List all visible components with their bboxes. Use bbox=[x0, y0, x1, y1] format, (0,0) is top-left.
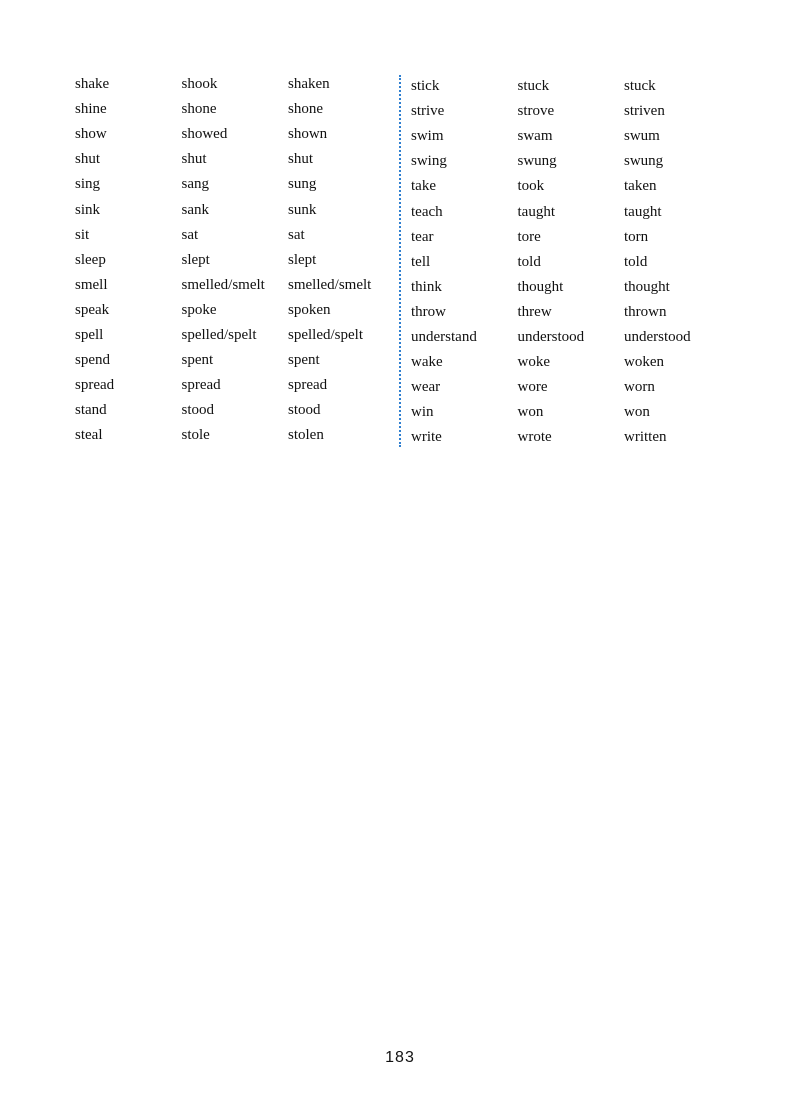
base-form: tear bbox=[411, 228, 434, 245]
past-participle: spent bbox=[288, 352, 320, 369]
past-participle: stuck bbox=[624, 78, 656, 95]
past-simple: stuck bbox=[517, 78, 550, 95]
past-participle: told bbox=[624, 253, 648, 270]
base-form: tell bbox=[411, 253, 431, 270]
past-participle: sat bbox=[288, 226, 305, 243]
past-simple: stole bbox=[181, 427, 210, 444]
base-form: speak bbox=[75, 301, 110, 318]
past-participle: spoken bbox=[288, 301, 331, 318]
past-simple: threw bbox=[517, 303, 552, 320]
verb-row bbox=[411, 225, 730, 250]
base-form: wake bbox=[411, 354, 443, 371]
past-participle: shown bbox=[288, 126, 328, 143]
verb-row bbox=[411, 74, 730, 99]
verb-row bbox=[411, 425, 730, 450]
past-participle: sunk bbox=[288, 201, 317, 218]
past-simple: shook bbox=[181, 76, 218, 93]
past-participle: striven bbox=[624, 103, 665, 120]
verb-table-right bbox=[411, 74, 730, 450]
past-participle: taught bbox=[624, 203, 662, 220]
verb-row bbox=[75, 248, 394, 273]
page-number: 183 bbox=[385, 1049, 415, 1066]
past-participle: written bbox=[624, 429, 667, 446]
verb-row bbox=[411, 174, 730, 199]
past-participle: taken bbox=[624, 178, 657, 195]
verb-row bbox=[411, 325, 730, 350]
base-form: teach bbox=[411, 203, 443, 220]
past-simple: won bbox=[517, 404, 544, 421]
verb-row bbox=[75, 348, 394, 373]
past-participle: slept bbox=[288, 251, 317, 268]
base-form: shine bbox=[75, 101, 107, 118]
verb-row bbox=[75, 373, 394, 398]
past-simple: tore bbox=[517, 228, 541, 245]
base-form: write bbox=[411, 429, 442, 446]
base-form: strive bbox=[411, 103, 445, 120]
past-simple: taught bbox=[517, 203, 555, 220]
past-participle: woken bbox=[624, 354, 664, 371]
past-simple: swam bbox=[517, 128, 553, 145]
past-simple: understood bbox=[517, 328, 585, 345]
past-simple: woke bbox=[517, 354, 550, 371]
past-simple: swung bbox=[517, 153, 557, 170]
past-participle: stolen bbox=[288, 427, 324, 444]
base-form: spread bbox=[75, 377, 115, 394]
base-form: stand bbox=[75, 402, 107, 419]
base-form: sink bbox=[75, 201, 101, 218]
base-form: wear bbox=[411, 379, 441, 396]
past-simple: slept bbox=[181, 251, 210, 268]
base-form: throw bbox=[411, 303, 446, 320]
past-simple: showed bbox=[181, 126, 228, 143]
verb-row bbox=[75, 398, 394, 423]
past-simple: wrote bbox=[517, 429, 552, 446]
past-participle: swum bbox=[624, 128, 660, 145]
past-participle: worn bbox=[624, 379, 655, 396]
past-participle: smelled/smelt bbox=[288, 276, 372, 293]
past-simple: strove bbox=[517, 103, 555, 120]
base-form: think bbox=[411, 278, 442, 295]
past-simple: sat bbox=[181, 226, 199, 243]
verb-row bbox=[75, 273, 394, 298]
past-simple: thought bbox=[517, 278, 564, 295]
verb-row bbox=[75, 298, 394, 323]
past-simple: spelled/spelt bbox=[181, 326, 257, 343]
verb-table-left bbox=[75, 72, 394, 448]
past-simple: told bbox=[517, 253, 541, 270]
past-participle: thought bbox=[624, 278, 670, 295]
past-simple: spoke bbox=[181, 301, 217, 318]
base-form: take bbox=[411, 178, 436, 195]
past-participle: shone bbox=[288, 101, 323, 118]
base-form: shut bbox=[75, 151, 101, 168]
base-form: swim bbox=[411, 128, 444, 145]
past-simple: smelled/smelt bbox=[181, 276, 265, 293]
base-form: understand bbox=[411, 328, 477, 345]
base-form: steal bbox=[75, 427, 103, 444]
verb-row bbox=[75, 72, 394, 97]
verb-row bbox=[411, 350, 730, 375]
verb-row bbox=[411, 300, 730, 325]
past-participle: thrown bbox=[624, 303, 667, 320]
base-form: stick bbox=[411, 78, 440, 95]
past-participle: shaken bbox=[288, 76, 330, 93]
past-simple: spent bbox=[181, 352, 214, 369]
past-simple: shone bbox=[181, 101, 217, 118]
verb-row bbox=[411, 149, 730, 174]
verb-row bbox=[411, 375, 730, 400]
verb-row bbox=[75, 223, 394, 248]
past-participle: won bbox=[624, 404, 650, 421]
past-participle: shut bbox=[288, 151, 314, 168]
base-form: swing bbox=[411, 153, 447, 170]
past-participle: swung bbox=[624, 153, 664, 170]
base-form: sing bbox=[75, 176, 101, 193]
verb-row bbox=[411, 250, 730, 275]
verb-row bbox=[411, 199, 730, 224]
base-form: win bbox=[411, 404, 434, 421]
base-form: spend bbox=[75, 352, 110, 369]
base-form: sleep bbox=[75, 251, 106, 268]
verb-row bbox=[411, 275, 730, 300]
past-simple: spread bbox=[181, 377, 221, 394]
past-simple: wore bbox=[517, 379, 548, 396]
past-simple: sank bbox=[181, 201, 209, 218]
base-form: smell bbox=[75, 276, 108, 293]
verb-row bbox=[411, 124, 730, 149]
verb-row bbox=[411, 400, 730, 425]
base-form: spell bbox=[75, 326, 104, 343]
past-participle: understood bbox=[624, 328, 691, 345]
verb-row bbox=[75, 172, 394, 197]
base-form: show bbox=[75, 126, 107, 143]
verb-row bbox=[75, 97, 394, 122]
past-simple: shut bbox=[181, 151, 207, 168]
verb-row bbox=[75, 122, 394, 147]
base-form: shake bbox=[75, 76, 110, 93]
verb-row bbox=[75, 323, 394, 348]
past-participle: spelled/spelt bbox=[288, 326, 363, 343]
dotted-column-divider bbox=[399, 75, 401, 447]
verb-row bbox=[75, 423, 394, 448]
past-participle: torn bbox=[624, 228, 649, 245]
verb-row bbox=[75, 197, 394, 222]
verb-row bbox=[411, 99, 730, 124]
base-form: sit bbox=[75, 226, 90, 243]
past-simple: took bbox=[517, 178, 545, 195]
verb-row bbox=[75, 147, 394, 172]
past-participle: spread bbox=[288, 377, 328, 394]
past-simple: stood bbox=[181, 402, 215, 419]
past-participle: sung bbox=[288, 176, 317, 193]
past-simple: sang bbox=[181, 176, 209, 193]
past-participle: stood bbox=[288, 402, 321, 419]
